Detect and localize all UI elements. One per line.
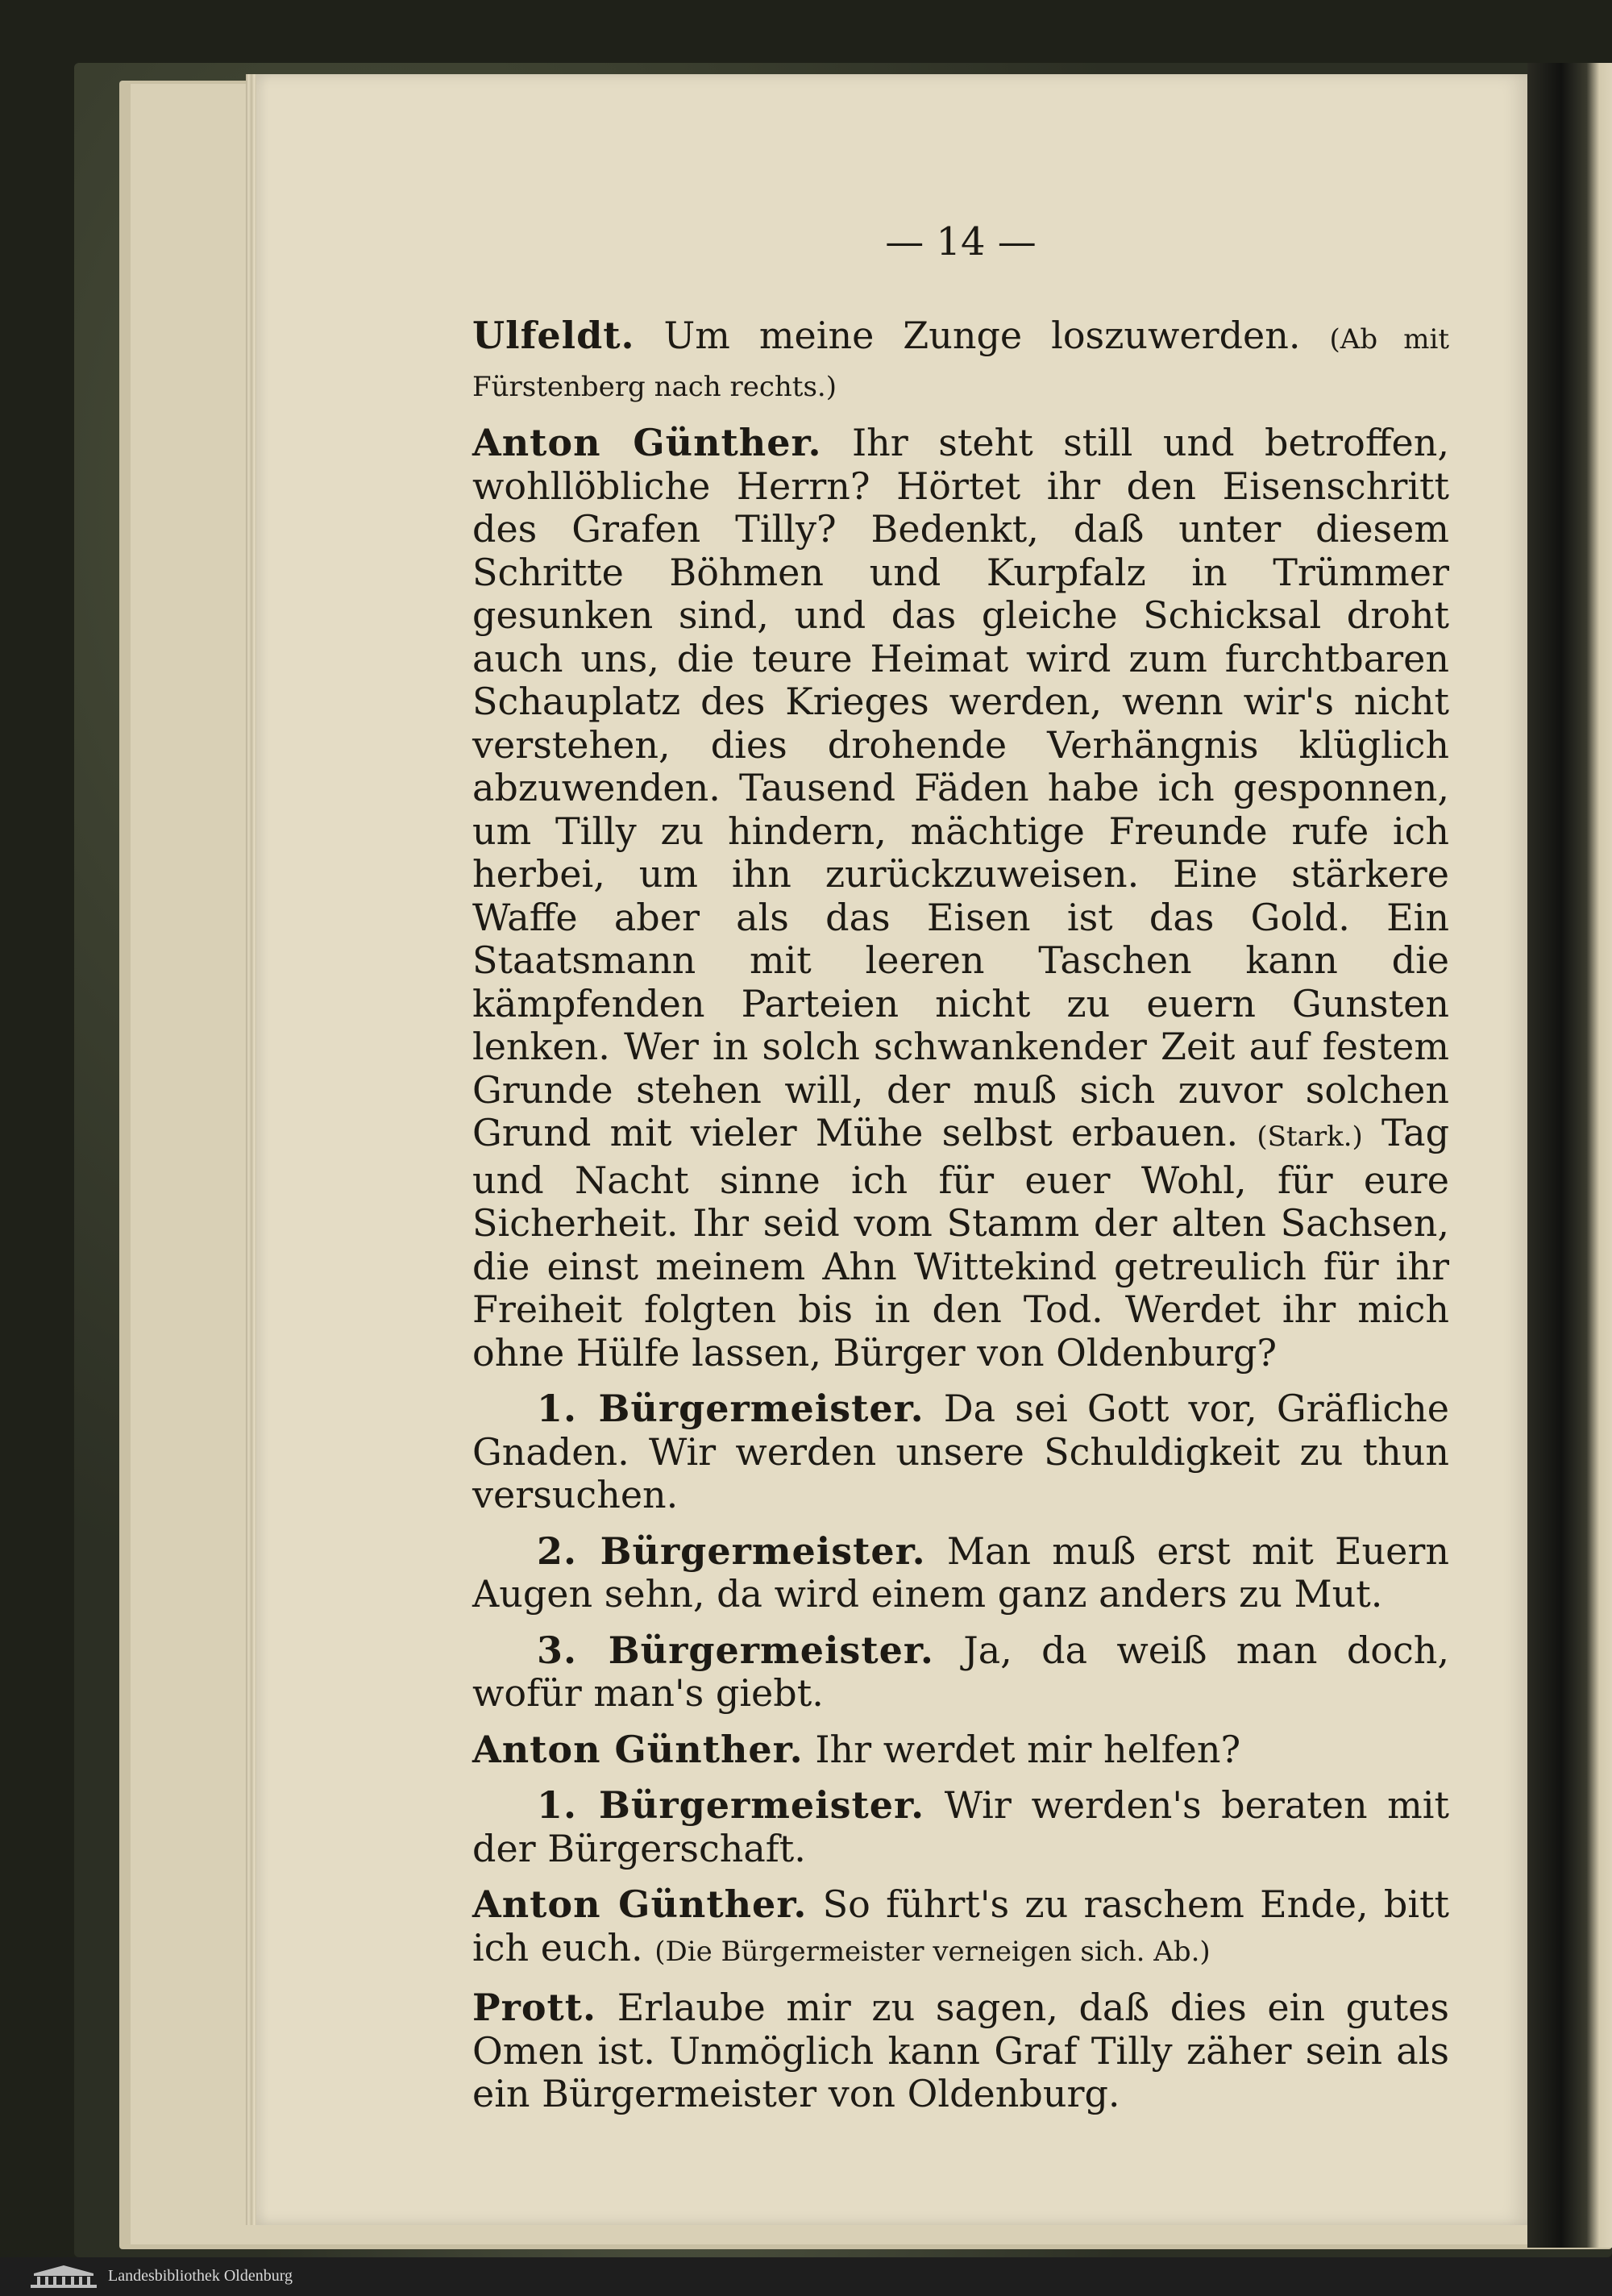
dialogue-text: So führt's zu raschem Ende, bitt ich euch. <box>472 1882 1450 1969</box>
dialogue-text: Ihr steht still und betroffen, wohllöbliche Herrn? Hörtet ihr den Eisenschritt des Grafen Tilly? Bedenkt, daß unter diesem Schritte Böhmen und Kurpfalz in Trümmer gesunken sind, und das gleiche Schicksal droht auch uns, die teure Heimat wird zum furchtbaren Schauplatz des Krieges werden, wenn wir's nicht verstehen, dies drohende Verhängnis klüglich abzuwenden. Tausend Fäden habe ich gesponnen, um Tilly zu hindern, mächtige Freunde rufe ich herbei, um ihn zurückzuweisen. Eine stärkere Waffe aber als das Eisen ist das Gold. Ein Staatsmann mit leeren Taschen kann die kämpfenden Parteien nicht zu euern Gunsten lenken. Wer in solch schwankender Zeit auf festem Grunde stehen will, der muß sich zuvor solchen Grund mit vieler Mühe selbst erbauen. <box>472 421 1449 1154</box>
dialogue-text: Da sei Gott vor, Gräfliche Gnaden. Wir werden unsere Schuldigkeit zu thun versuchen. <box>472 1387 1449 1516</box>
paragraph <box>472 422 1449 1375</box>
speaker-name: Anton Günther. <box>472 1882 808 1926</box>
stage-direction: (Ab mit Fürstenberg nach rechts.) <box>472 323 1450 403</box>
dialogue-text: Ja, da weiß man doch, wofür man's giebt. <box>472 1628 1449 1715</box>
paragraph <box>472 1883 1449 1974</box>
page-number: — 14 — <box>885 219 1037 264</box>
speaker-name: 1. Bürgermeister. <box>537 1783 925 1827</box>
book-gutter <box>1527 63 1612 2248</box>
dialogue-text: Tag und Nacht sinne ich für euer Wohl, für eure Sicherheit. Ihr seid vom Stamm der alten Sachsen, die einst meinem Ahn Wittekind getreulich für ihr Freiheit folgten bis in den Tod. Werdet ihr mich ohne Hülfe lassen, Bürger von Oldenburg? <box>472 1111 1450 1375</box>
footer-bar <box>0 2257 1612 2296</box>
paragraph <box>472 1387 1449 1517</box>
page-edges <box>246 74 257 2225</box>
stage-direction: (Stark.) <box>1257 1121 1363 1153</box>
dialogue-text: Um meine Zunge loszuwerden. <box>663 314 1301 357</box>
dialogue-text: Erlaube mir zu sagen, daß dies ein gutes Omen ist. Unmöglich kann Graf Tilly zäher sein als ein Bürgermeister von Oldenburg. <box>472 1986 1449 2115</box>
dialogue-text: Man muß erst mit Euern Augen sehn, da wird einem ganz anders zu Mut. <box>472 1529 1449 1616</box>
paragraph <box>472 1784 1449 1870</box>
paragraph <box>472 1530 1449 1616</box>
library-name: Landesbibliothek Oldenburg <box>108 2267 293 2285</box>
paragraph <box>472 1629 1449 1716</box>
text-block <box>472 314 1449 2129</box>
speaker-name: Anton Günther. <box>472 421 822 464</box>
stage-direction: (Die Bürgermeister verneigen sich. Ab.) <box>654 1935 1211 1968</box>
paragraph <box>472 1728 1449 1772</box>
speaker-name: 1. Bürgermeister. <box>537 1387 924 1430</box>
library-building-icon <box>29 2264 98 2290</box>
dialogue-text: Ihr werdet mir helfen? <box>815 1727 1241 1771</box>
dialogue-text: Wir werden's beraten mit der Bürgerschaft. <box>472 1783 1449 1870</box>
speaker-name: 3. Bürgermeister. <box>537 1628 934 1672</box>
speaker-name: Ulfeldt. <box>472 314 635 357</box>
paragraph <box>472 314 1449 409</box>
speaker-name: Prott. <box>472 1986 597 2029</box>
speaker-name: 2. Bürgermeister. <box>537 1529 926 1573</box>
paragraph <box>472 1986 1449 2116</box>
speaker-name: Anton Günther. <box>472 1727 804 1771</box>
